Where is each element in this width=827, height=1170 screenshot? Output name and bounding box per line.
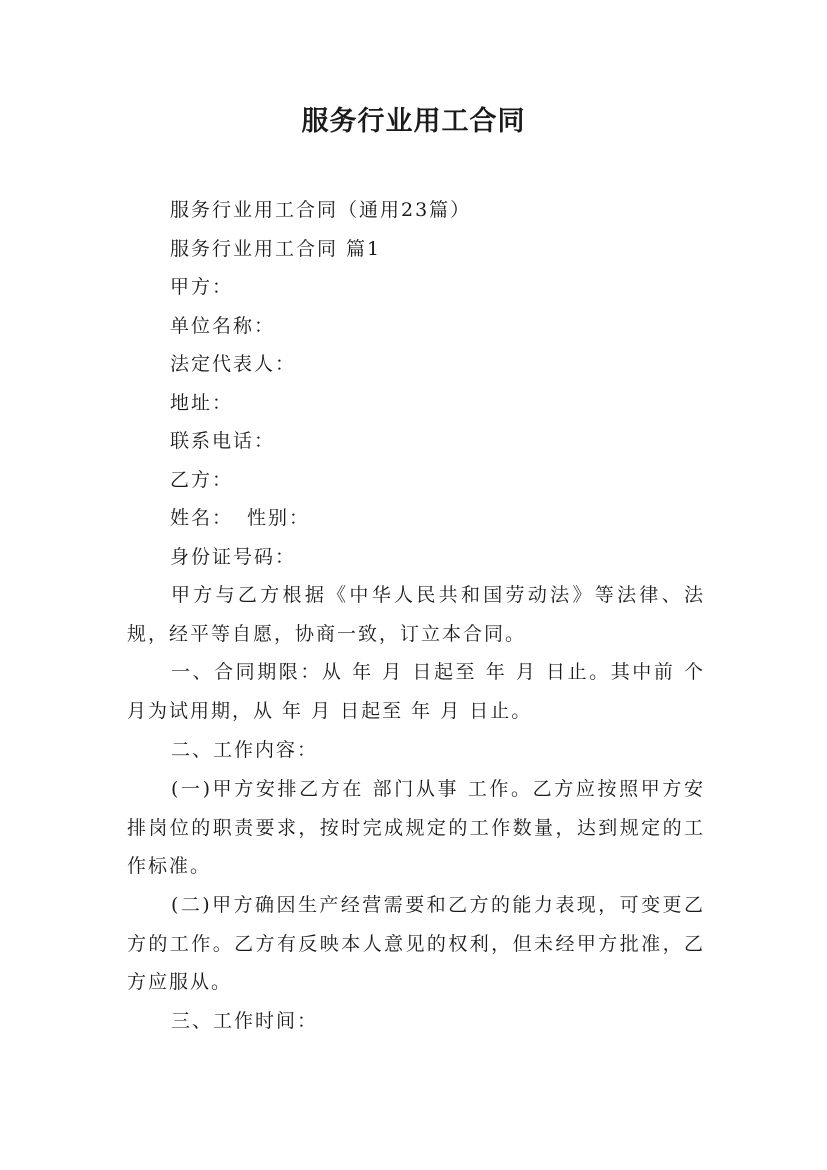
- phone-field: 联系电话：: [170, 430, 276, 452]
- paragraph-term: 一、合同期限：从 年 月 日起至 年 月 日止。其中前 个月为试用期，从 年 月 日起至 年 月 日止。: [127, 661, 705, 722]
- id-number-field: 身份证号码：: [170, 546, 297, 568]
- document-title: 服务行业用工合同: [301, 106, 526, 137]
- section-heading: 服务行业用工合同 篇1: [170, 238, 382, 260]
- legal-representative-field: 法定代表人：: [170, 353, 297, 375]
- party-a-label: 甲方：: [170, 276, 234, 298]
- company-name-field: 单位名称：: [170, 315, 276, 337]
- name-gender-field: 姓名： 性别：: [170, 507, 311, 529]
- party-b-label: 乙方：: [170, 469, 234, 491]
- subtitle-line: 服务行业用工合同（通用23篇）: [170, 199, 472, 221]
- paragraph-work-hours-heading: 三、工作时间：: [171, 1010, 319, 1032]
- address-field: 地址：: [170, 392, 234, 414]
- paragraph-work-content-1: (一)甲方安排乙方在 部门从事 工作。乙方应按照甲方安排岗位的职责要求，按时完成规定的工作数量，达到规定的工作标准。: [127, 778, 705, 877]
- paragraph-preamble: 甲方与乙方根据《中华人民共和国劳动法》等法律、法规，经平等自愿，协商一致，订立本合同。: [127, 584, 705, 645]
- paragraph-work-content-2: (二)甲方确因生产经营需要和乙方的能力表现，可变更乙方的工作。乙方有反映本人意见的权利，但未经甲方批准，乙方应服从。: [127, 894, 705, 993]
- paragraph-work-content-heading: 二、工作内容：: [171, 739, 319, 761]
